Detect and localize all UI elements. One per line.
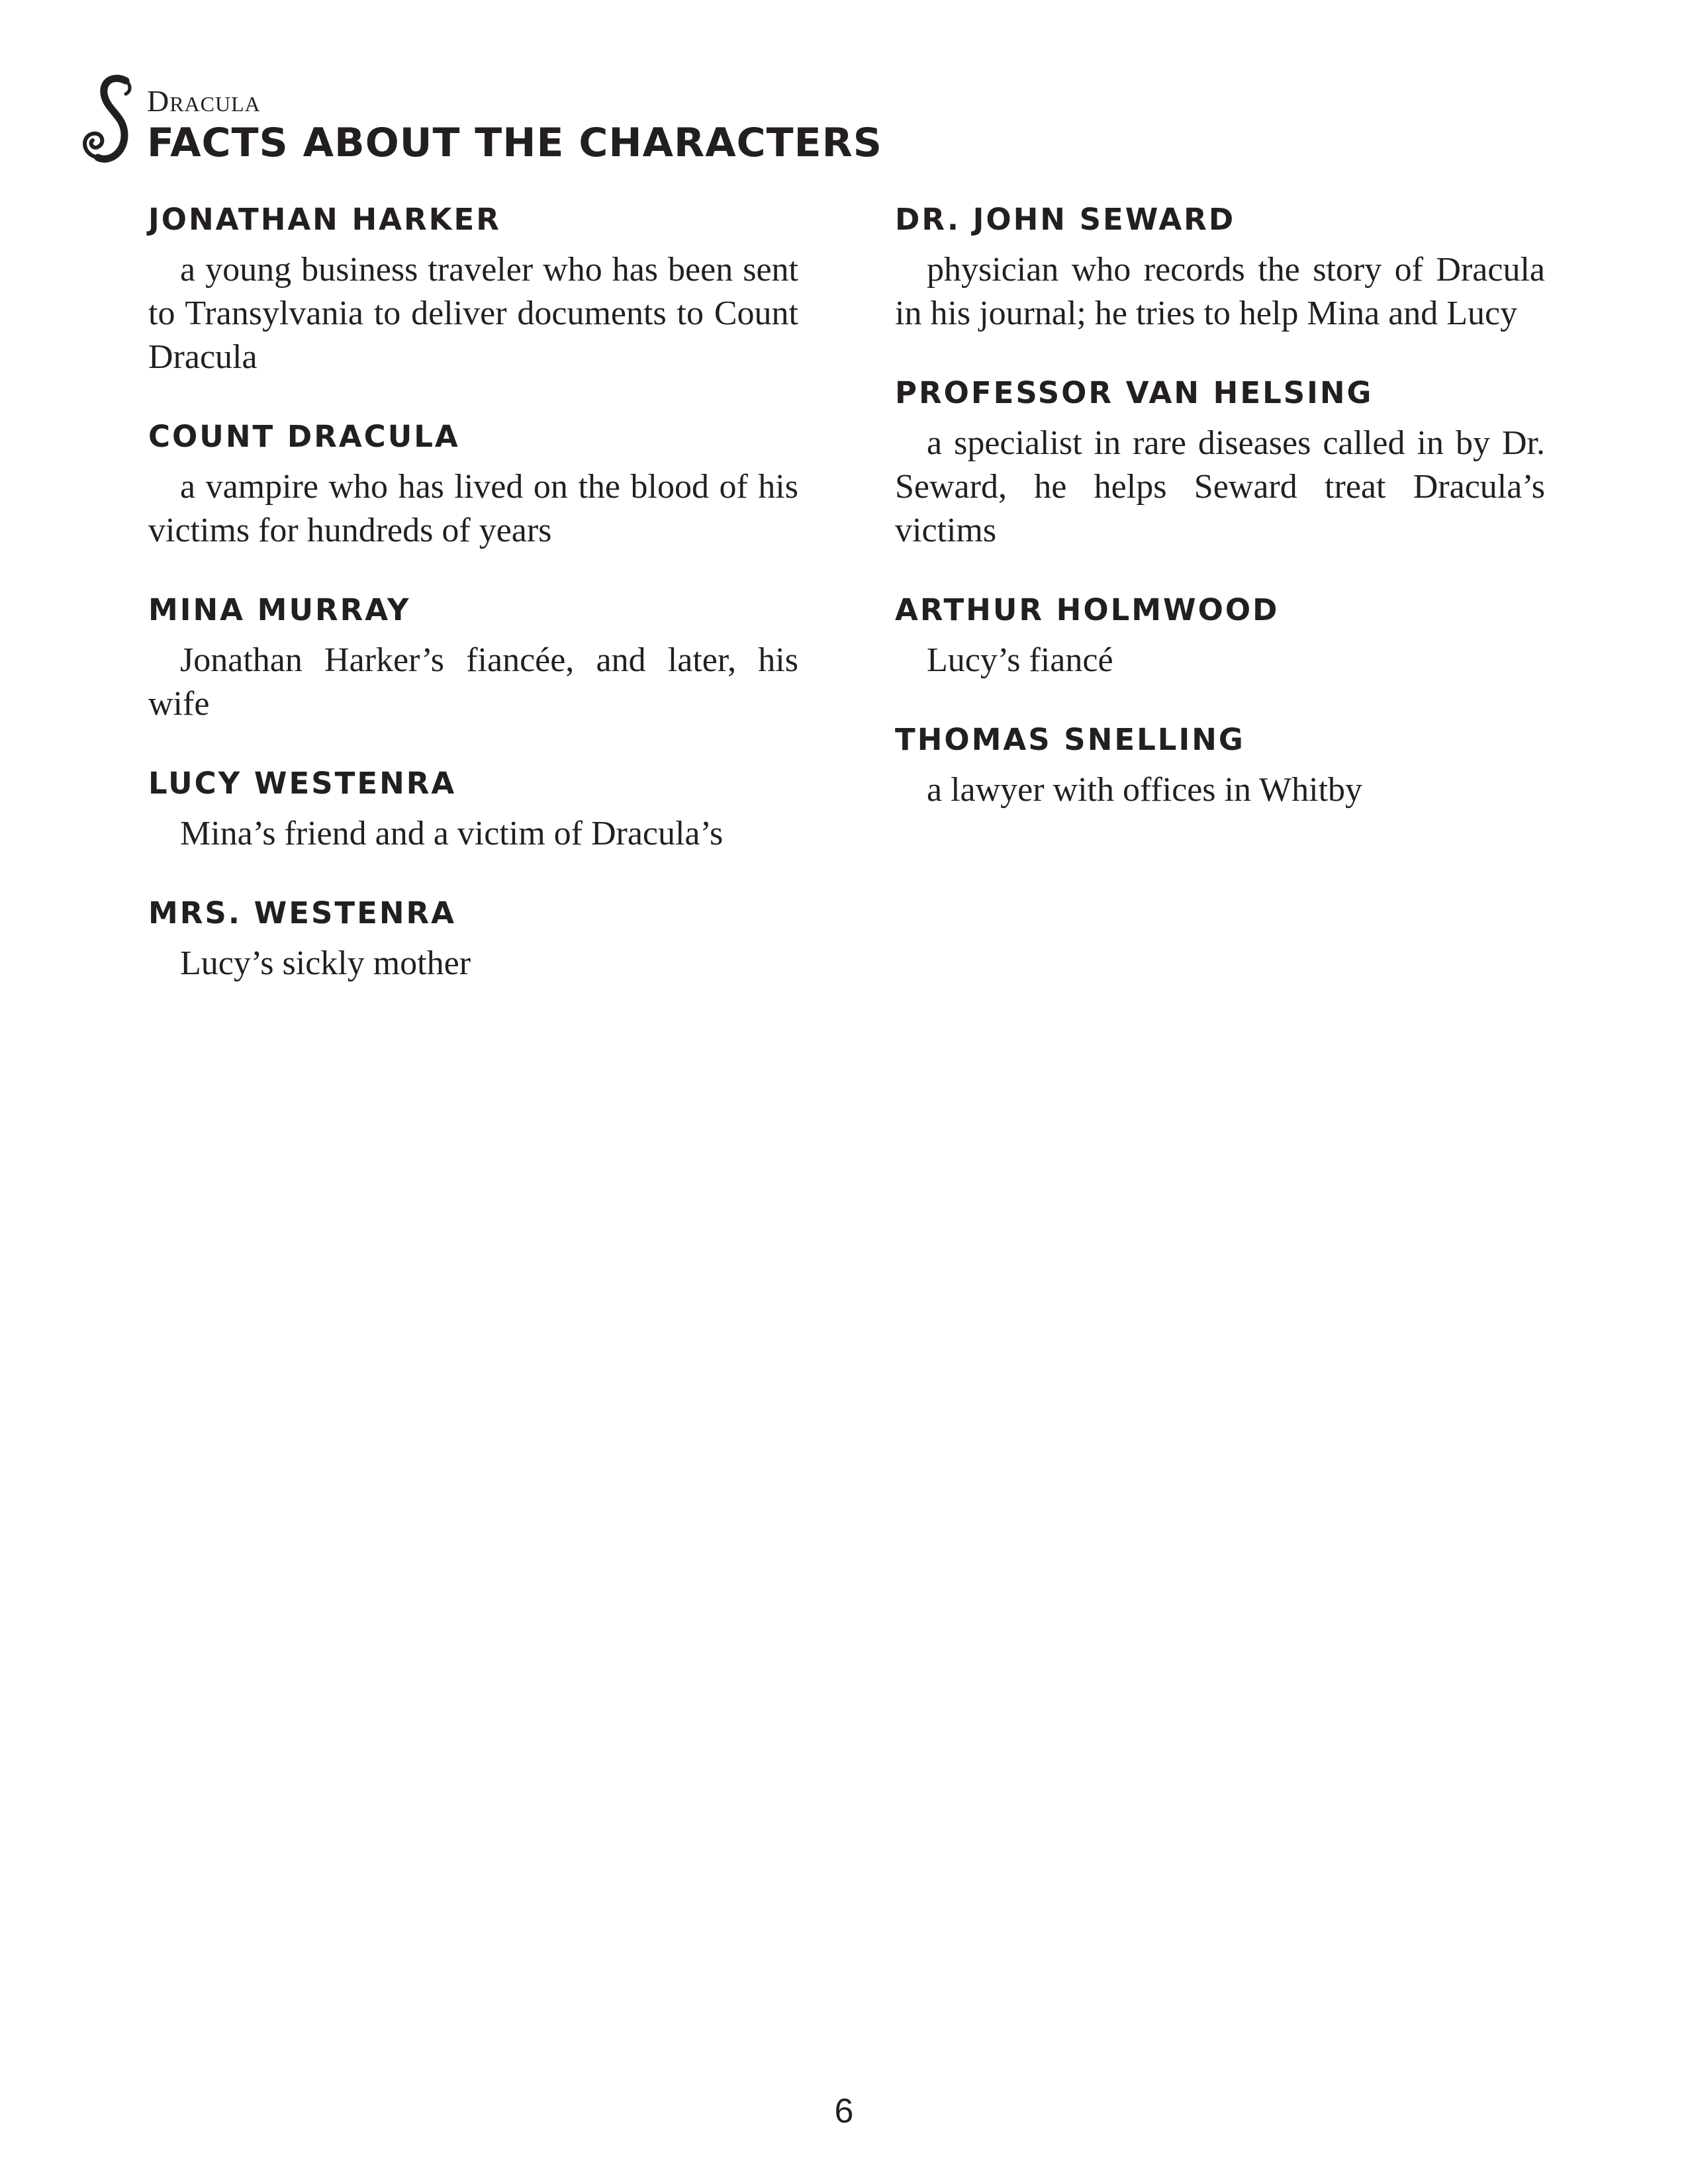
character-description: Lucy’s fiancé bbox=[927, 641, 1113, 679]
character-entry bbox=[895, 375, 1545, 553]
character-name: MRS. WESTENRA bbox=[148, 895, 456, 931]
character-name: DR. JOHN SEWARD bbox=[895, 202, 1236, 237]
page-number: 6 bbox=[834, 2092, 854, 2130]
character-entry bbox=[148, 419, 798, 553]
character-description: a vampire who has lived on the blood of his victims for hundreds of years bbox=[148, 468, 798, 549]
character-entry bbox=[895, 202, 1545, 336]
character-entry bbox=[148, 592, 798, 726]
character-entry bbox=[148, 202, 798, 379]
character-description: Mina’s friend and a victim of Dracula’s bbox=[180, 815, 724, 852]
character-name: COUNT DRACULA bbox=[148, 419, 460, 454]
right-column bbox=[895, 202, 1545, 852]
character-name: PROFESSOR VAN HELSING bbox=[895, 375, 1374, 410]
character-name: ARTHUR HOLMWOOD bbox=[895, 592, 1280, 627]
character-entry bbox=[148, 766, 798, 856]
character-name: THOMAS SNELLING bbox=[895, 722, 1245, 757]
character-name: LUCY WESTENRA bbox=[148, 766, 457, 801]
character-description: a young business traveler who has been sent to Transylvania to deliver documents to Count Dracula bbox=[148, 251, 798, 376]
character-description: a specialist in rare diseases called in by Dr. Seward, he helps Seward treat Dracula’s victims bbox=[895, 424, 1545, 549]
character-description: Lucy’s sickly mother bbox=[180, 944, 471, 982]
character-description: physician who records the story of Dracula in his journal; he tries to help Mina and Lucy bbox=[895, 251, 1545, 332]
book-title: Dracula bbox=[147, 84, 261, 118]
character-entry bbox=[895, 592, 1545, 682]
left-column bbox=[148, 202, 798, 1025]
character-entry bbox=[895, 722, 1545, 812]
character-entry bbox=[148, 895, 798, 985]
character-description: Jonathan Harker’s fiancée, and later, his wife bbox=[148, 641, 798, 723]
page-title: FACTS ABOUT THE CHARACTERS bbox=[147, 120, 883, 166]
character-name: JONATHAN HARKER bbox=[148, 202, 501, 237]
character-description: a lawyer with offices in Whitby bbox=[927, 771, 1363, 809]
ornate-s-icon bbox=[78, 74, 144, 167]
character-name: MINA MURRAY bbox=[148, 592, 411, 627]
